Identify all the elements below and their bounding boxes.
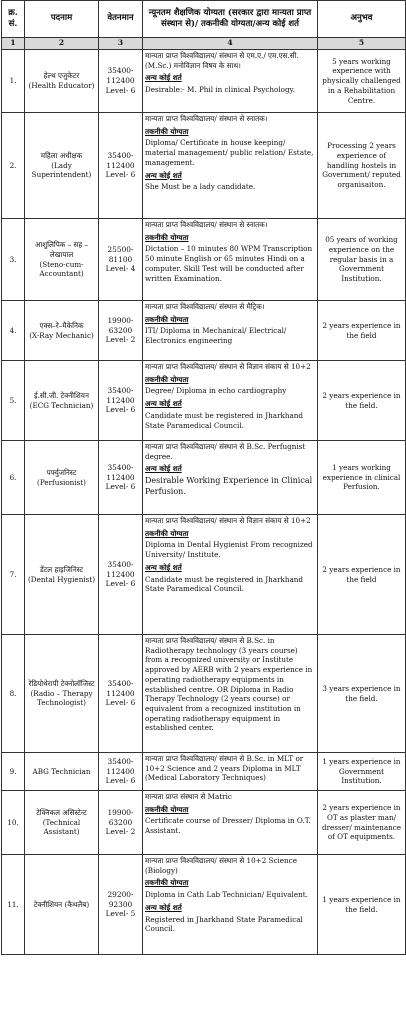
- post-name-hindi: टेक्नीशियन (कैथलैब): [33, 899, 90, 909]
- technical-qualification: Dictation – 10 minutes 80 WPM Transcription 50 minute English or 65 minutes Hindi on a computer. Skill Test will be conducted after written Examination.: [145, 244, 313, 283]
- other-condition: Desirable:- M. Phil in clinical Psychology.: [145, 85, 295, 95]
- other-condition: Candidate must be registered in Jharkhand State Paramedical Council.: [145, 410, 304, 430]
- pay-level: Level- 6: [105, 698, 136, 708]
- qualification-education: मान्यता प्राप्त विश्वविद्यालय/ संस्थान से एम.ए./ एम.एस.सी. (M.Sc.) मनोविज्ञान विषय के साथ।: [145, 51, 299, 70]
- pay-scale: [99, 441, 143, 515]
- header-serial: क्र. सं.: [2, 1, 25, 38]
- qualification: [143, 791, 318, 855]
- technical-qualification: Diploma in Cath Lab Technician/ Equivalent.: [145, 890, 308, 900]
- post-name: [25, 441, 99, 515]
- post-name-english: (ECG Technician): [29, 400, 94, 410]
- post-name-english: ABG Technician: [32, 766, 91, 776]
- pay-range-start: 35400-: [107, 150, 134, 160]
- post-name-hindi: टेक्निकल असिस्टेन्ट: [36, 807, 87, 817]
- qualification: [143, 515, 318, 635]
- col-number: 5: [318, 38, 406, 50]
- pay-scale: [99, 855, 143, 955]
- column-number-row: [2, 38, 406, 50]
- qualification: [143, 635, 318, 753]
- experience: 3 years experience in the field.: [318, 635, 406, 753]
- post-name: [25, 50, 99, 113]
- serial-number: 1.: [2, 50, 25, 113]
- post-name-hindi: हेल्थ एजुकेटर: [43, 71, 80, 81]
- pay-range-end: 63200: [108, 817, 133, 827]
- technical-qualification-label: तकनीकी योग्यता: [145, 804, 189, 814]
- technical-qualification: Certificate course of Dresser/ Diploma in O.T. Assistant.: [145, 816, 311, 836]
- recruitment-table: [1, 0, 406, 955]
- pay-scale: [99, 753, 143, 791]
- pay-range-start: 35400-: [107, 756, 134, 766]
- post-name-english: (Lady Superintendent): [31, 160, 92, 180]
- serial-number: 5.: [2, 361, 25, 441]
- experience: 5 years working experience with physically challenged in a Rehabilitation Centre.: [318, 50, 406, 113]
- pay-range-end: 112400: [106, 395, 135, 405]
- pay-range-start: 35400-: [107, 385, 134, 395]
- qualification: [143, 361, 318, 441]
- serial-number: 8.: [2, 635, 25, 753]
- pay-range-start: 25500-: [107, 244, 134, 254]
- post-name-hindi: ई.सी.जी. टेक्नीशियन: [34, 390, 89, 400]
- pay-scale: [99, 113, 143, 219]
- post-name-hindi: डेंटल हाइजिनिस्ट: [39, 564, 84, 574]
- serial-number: 9.: [2, 753, 25, 791]
- post-name: [25, 791, 99, 855]
- table-row: [2, 855, 406, 955]
- technical-qualification: Diploma/ Certificate in house keeping/ material management/ public relation/ Estate, management.: [145, 138, 314, 167]
- pay-range-start: 19900-: [107, 807, 134, 817]
- pay-level: Level- 5: [105, 909, 136, 919]
- other-condition-label: अन्य कोई शर्त: [145, 562, 182, 572]
- pay-range-end: 112400: [106, 76, 135, 85]
- serial-number: 4.: [2, 301, 25, 361]
- pay-scale: [99, 301, 143, 361]
- qualification: [143, 753, 318, 791]
- other-condition: Registered in Jharkhand State Paramedical Council.: [145, 914, 303, 934]
- post-name-english: (Health Educator): [28, 81, 95, 90]
- pay-range-end: 112400: [106, 569, 135, 579]
- table-row: [2, 50, 406, 113]
- table-row: [2, 791, 406, 855]
- post-name: [25, 219, 99, 301]
- header-post: पदनाम: [25, 1, 99, 38]
- experience: 2 years experience in OT as plaster man/ dresser/ maintenance of OT equipments.: [318, 791, 406, 855]
- post-name-english: (X-Ray Mechanic): [29, 330, 94, 340]
- pay-range-start: 35400-: [107, 66, 134, 76]
- pay-range-end: 63200: [108, 325, 133, 335]
- pay-level: Level- 6: [105, 405, 136, 415]
- header-experience: अनुभव: [318, 1, 406, 38]
- post-name-hindi: एक्स–रे–मैकेनिक: [39, 320, 84, 330]
- table-row: [2, 441, 406, 515]
- post-name-english: (Perfusionist): [37, 477, 86, 487]
- experience: 05 years of working experience on the regular basis in a Government Institution.: [318, 219, 406, 301]
- pay-range-end: 112400: [106, 472, 135, 482]
- qualification-education: मान्यता प्राप्त विश्वविद्यालय/ संस्थान से B.Sc. in MLT or 10+2 Science and 2 years Diploma in MLT (Medical Laboratory Techniques): [145, 754, 304, 783]
- other-condition-label: अन्य कोई शर्त: [145, 73, 182, 83]
- post-name: [25, 113, 99, 219]
- pay-level: Level- 6: [105, 579, 136, 589]
- table-header-row: [2, 1, 406, 38]
- header-pay: वेतनमान: [99, 1, 143, 38]
- qualification: [143, 219, 318, 301]
- qualification-education: मान्यता प्राप्त विश्वविद्यालय/ संस्थान से विज्ञान संकाय से 10+2: [145, 516, 311, 525]
- qualification-education: मान्यता प्राप्त विश्वविद्यालय/ संस्थान से B.Sc. in Radiotherapy technology (3 years course) from a recognized university or Institute approved by AERB with 2 years experience in operating radiotherapy equipments in established centre. OR Diploma in Radio Therapy Technology (2 years course) or equivalent from a recognized institution in operating radiotherapy equipment in established center.: [145, 636, 313, 733]
- experience: Processing 2 years experience of handling hostels in Government/ reputed organisaiton.: [318, 113, 406, 219]
- pay-scale: [99, 515, 143, 635]
- serial-number: 7.: [2, 515, 25, 635]
- post-name-hindi: महिला अधीक्षक: [40, 150, 83, 160]
- experience: 2 years experience in the field.: [318, 361, 406, 441]
- post-name-hindi: रेडियोथेरापी टेक्नोलॉजिस्ट: [28, 678, 95, 688]
- table-row: [2, 219, 406, 301]
- other-condition: Candidate must be registered in Jharkhand State Paramedical Council.: [145, 574, 304, 594]
- serial-number: 11.: [2, 855, 25, 955]
- post-name: [25, 301, 99, 361]
- post-name-english: (Technical Assistant): [42, 817, 81, 837]
- header-qualification: न्यूनतम शैक्षणिक योग्यता (सरकार द्वारा मान्यता प्राप्त संस्थान से)/ तकनीकी योग्यता/अन्य कोई शर्त: [143, 1, 318, 38]
- pay-range-end: 81100: [108, 254, 133, 264]
- pay-scale: [99, 50, 143, 113]
- pay-range-end: 112400: [106, 766, 135, 776]
- technical-qualification-label: तकनीकी योग्यता: [145, 126, 189, 136]
- pay-range-start: 19900-: [107, 315, 134, 325]
- serial-number: 10.: [2, 791, 25, 855]
- table-row: [2, 361, 406, 441]
- technical-qualification-label: तकनीकी योग्यता: [145, 314, 189, 324]
- qualification: [143, 113, 318, 219]
- qualification-education: मान्यता प्राप्त संस्थान से Matric: [145, 792, 232, 801]
- qualification: [143, 301, 318, 361]
- experience: 2 years experience in the field: [318, 515, 406, 635]
- qualification-education: मान्यता प्राप्त विश्वविद्यालय/ संस्थान से 10+2 Science (Biology): [145, 856, 297, 875]
- other-condition-label: अन्य कोई शर्त: [145, 399, 182, 409]
- pay-level: Level- 4: [105, 264, 136, 274]
- col-number: 3: [99, 38, 143, 50]
- pay-scale: [99, 791, 143, 855]
- pay-range-start: 35400-: [107, 678, 134, 688]
- pay-level: Level- 6: [105, 776, 136, 786]
- col-number: 2: [25, 38, 99, 50]
- pay-range-start: 35400-: [107, 559, 134, 569]
- qualification: [143, 50, 318, 113]
- pay-level: Level- 2: [105, 335, 136, 345]
- technical-qualification: Degree/ Diploma in echo cardiography: [145, 386, 287, 396]
- serial-number: 3.: [2, 219, 25, 301]
- col-number: 1: [2, 38, 25, 50]
- technical-qualification-label: तकनीकी योग्यता: [145, 232, 189, 242]
- post-name: [25, 855, 99, 955]
- table-row: [2, 113, 406, 219]
- table-row: [2, 301, 406, 361]
- table-row: [2, 515, 406, 635]
- post-name-english: (Steno-cum-Accountant): [39, 259, 84, 279]
- post-name-english: (Radio – Therapy Technologist): [30, 688, 93, 708]
- other-condition-label: अन्य कोई शर्त: [145, 170, 182, 180]
- qualification-education: मान्यता प्राप्त विश्वविद्यालय/ संस्थान से B.Sc. Perfugnist degree.: [145, 442, 306, 461]
- experience: 1 years working experience in clinical Perfusion.: [318, 441, 406, 515]
- pay-level: Level- 6: [105, 85, 136, 95]
- qualification: [143, 855, 318, 955]
- pay-level: Level- 6: [105, 482, 136, 492]
- technical-qualification-label: तकनीकी योग्यता: [145, 878, 189, 888]
- other-condition: She Must be a lady candidate.: [145, 182, 256, 192]
- col-number: 4: [143, 38, 318, 50]
- pay-range-end: 92300: [108, 899, 133, 909]
- technical-qualification-label: तकनीकी योग्यता: [145, 374, 189, 384]
- other-condition: Desirable Working Experience in Clinical Perfusion.: [145, 476, 313, 496]
- post-name-hindi: आशुलिपिक – सह – लेखापाल: [34, 240, 89, 259]
- pay-range-end: 112400: [106, 160, 135, 170]
- qualification-education: मान्यता प्राप्त विश्वविद्यालय/ संस्थान से मैट्रिक।: [145, 302, 265, 311]
- experience: 1 years experience in Government Institution.: [318, 753, 406, 791]
- technical-qualification: ITI/ Diploma in Mechanical/ Electrical/ Electronics engineering: [145, 326, 287, 346]
- serial-number: 2.: [2, 113, 25, 219]
- post-name-hindi: पर्फ्युजनिस्ट: [46, 467, 77, 477]
- experience: 2 years experience in the field: [318, 301, 406, 361]
- post-name-english: (Dental Hygienist): [28, 574, 95, 584]
- experience: 1 years experience in the field.: [318, 855, 406, 955]
- other-condition-label: अन्य कोई शर्त: [145, 902, 182, 912]
- qualification-education: मान्यता प्राप्त विश्वविद्यालय/ संस्थान से स्नातक।: [145, 114, 268, 123]
- other-condition-label: अन्य कोई शर्त: [145, 464, 182, 474]
- qualification-education: मान्यता प्राप्त विश्वविद्यालय/ संस्थान से स्नातक।: [145, 220, 268, 229]
- pay-scale: [99, 219, 143, 301]
- pay-range-start: 29200-: [107, 889, 134, 899]
- qualification-education: मान्यता प्राप्त विश्वविद्यालय/ संस्थान से विज्ञान संकाय से 10+2: [145, 362, 311, 371]
- post-name: [25, 361, 99, 441]
- post-name: [25, 515, 99, 635]
- pay-scale: [99, 635, 143, 753]
- post-name: [25, 635, 99, 753]
- pay-range-end: 112400: [106, 688, 135, 698]
- pay-level: Level- 6: [105, 170, 136, 180]
- qualification: [143, 441, 318, 515]
- post-name: [25, 753, 99, 791]
- serial-number: 6.: [2, 441, 25, 515]
- technical-qualification: Diploma in Dental Hygienist From recognized University/ Institute.: [145, 540, 313, 560]
- table-row: [2, 635, 406, 753]
- pay-range-start: 35400-: [107, 462, 134, 472]
- pay-scale: [99, 361, 143, 441]
- pay-level: Level- 2: [105, 827, 136, 837]
- table-row: [2, 753, 406, 791]
- technical-qualification-label: तकनीकी योग्यता: [145, 528, 189, 538]
